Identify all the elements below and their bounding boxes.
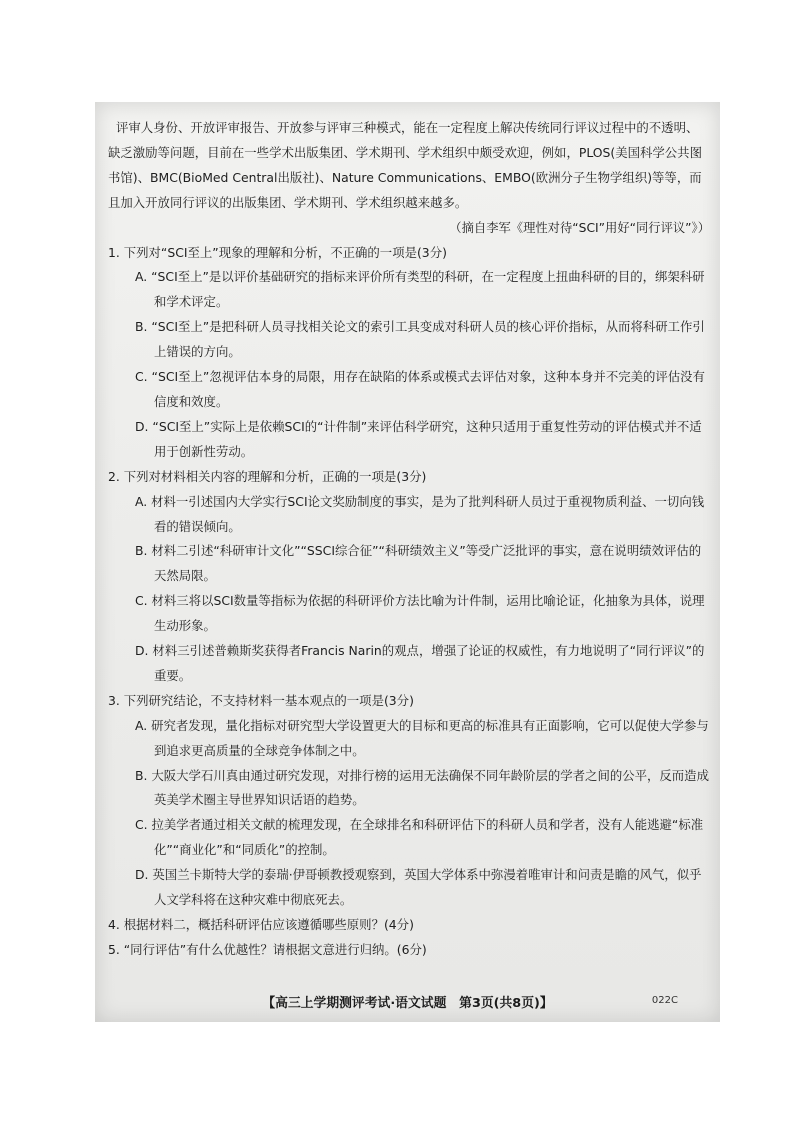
source-citation: （摘自李军《理性对待“SCI”用好“同行评议”》） — [449, 220, 710, 235]
option-a: A. 材料一引述国内大学实行SCI论文奖励制度的事实，是为了批判科研人员过于重视物质利益、一切向钱看的错误倾向。 — [135, 493, 705, 534]
option-b: B. 大阪大学石川真由通过研究发现，对排行榜的运用无法确保不同年龄阶层的学者之间的公平，反而造成英美学术圈主导世界知识话语的趋势。 — [135, 767, 709, 808]
exam-page — [95, 102, 720, 1022]
option-c: C. 拉美学者通过相关文献的梳理发现，在全球排名和科研评估下的科研人员和学者，没有人能逃避“标准化”“商业化”和“同质化”的控制。 — [135, 817, 704, 858]
question-2 — [108, 465, 710, 689]
intro-passage — [108, 116, 710, 216]
page-footer: 【高三上学期测评考试·语文试题 第3页(共8页)】 — [262, 996, 553, 1011]
paper-code: 022C — [651, 995, 678, 1006]
option-d: D. 材料三引述普赖斯奖获得者Francis Narin的观点，增强了论证的权威性，有力地说明了“同行评议”的重要。 — [135, 643, 705, 683]
option-a: A. 研究者发现，量化指标对研究型大学设置更大的目标和更高的标准具有正面影响，它可以促使大学参与到追求更高质量的全球竞争体制之中。 — [135, 717, 709, 758]
option-b: B. 材料二引述“科研审计文化”“SSCI综合征”“科研绩效主义”等受广泛批评的事实，意在说明绩效评估的天然局限。 — [135, 543, 702, 584]
intro-paragraph: 评审人身份、开放评审报告、开放参与评审三种模式，能在一定程度上解决传统同行评议过程中的不透明、缺乏激励等问题，目前在一些学术出版集团、学术期刊、学术组织中颇受欢迎，例如，PLOS(美国科学公共图书馆)、BMC(BioMed Central出版社)、Nature Communications、EMBO(欧洲分子生物学组织)等等，而且加入开放同行评议的出版集团、学术期刊、学术组织越来越多。 — [108, 120, 702, 210]
option-c: C. 材料三将以SCI数量等指标为依据的科研评价方法比喻为计件制，运用比喻论证，化抽象为具体，说理生动形象。 — [135, 593, 705, 634]
option-a: A. “SCI至上”是以评价基础研究的指标来评价所有类型的科研，在一定程度上扭曲科研的目的，绑架科研和学术评定。 — [135, 269, 705, 310]
question-3 — [108, 689, 710, 913]
page-content — [108, 116, 710, 963]
question-1 — [108, 241, 710, 465]
question-4: 4. 根据材料二，概括科研评估应该遵循哪些原则？(4分) — [108, 917, 414, 932]
option-d: D. 英国兰卡斯特大学的泰瑞·伊哥顿教授观察到，英国大学体系中弥漫着唯审计和问责是瞻的风气，似乎人文学科将在这种灾难中彻底死去。 — [135, 867, 702, 908]
option-c: C. “SCI至上”忽视评估本身的局限，用存在缺陷的体系或模式去评估对象，这种本身并不完美的评估没有信度和效度。 — [135, 369, 705, 409]
question-stem: 3. 下列研究结论，不支持材料一基本观点的一项是(3分) — [108, 692, 414, 708]
question-stem: 2. 下列对材料相关内容的理解和分析，正确的一项是(3分) — [108, 468, 427, 484]
question-5: 5. “同行评估”有什么优越性？请根据文意进行归纳。(6分) — [108, 941, 427, 957]
question-stem: 1. 下列对“SCI至上”现象的理解和分析，不正确的一项是(3分) — [108, 244, 447, 260]
option-d: D. “SCI至上”实际上是依赖SCI的“计件制”来评估科学研究，这种只适用于重复性劳动的评估模式并不适用于创新性劳动。 — [135, 418, 702, 459]
option-b: B. “SCI至上”是把科研人员寻找相关论文的索引工具变成对科研人员的核心评价指标，从而将科研工作引上错误的方向。 — [135, 319, 705, 360]
